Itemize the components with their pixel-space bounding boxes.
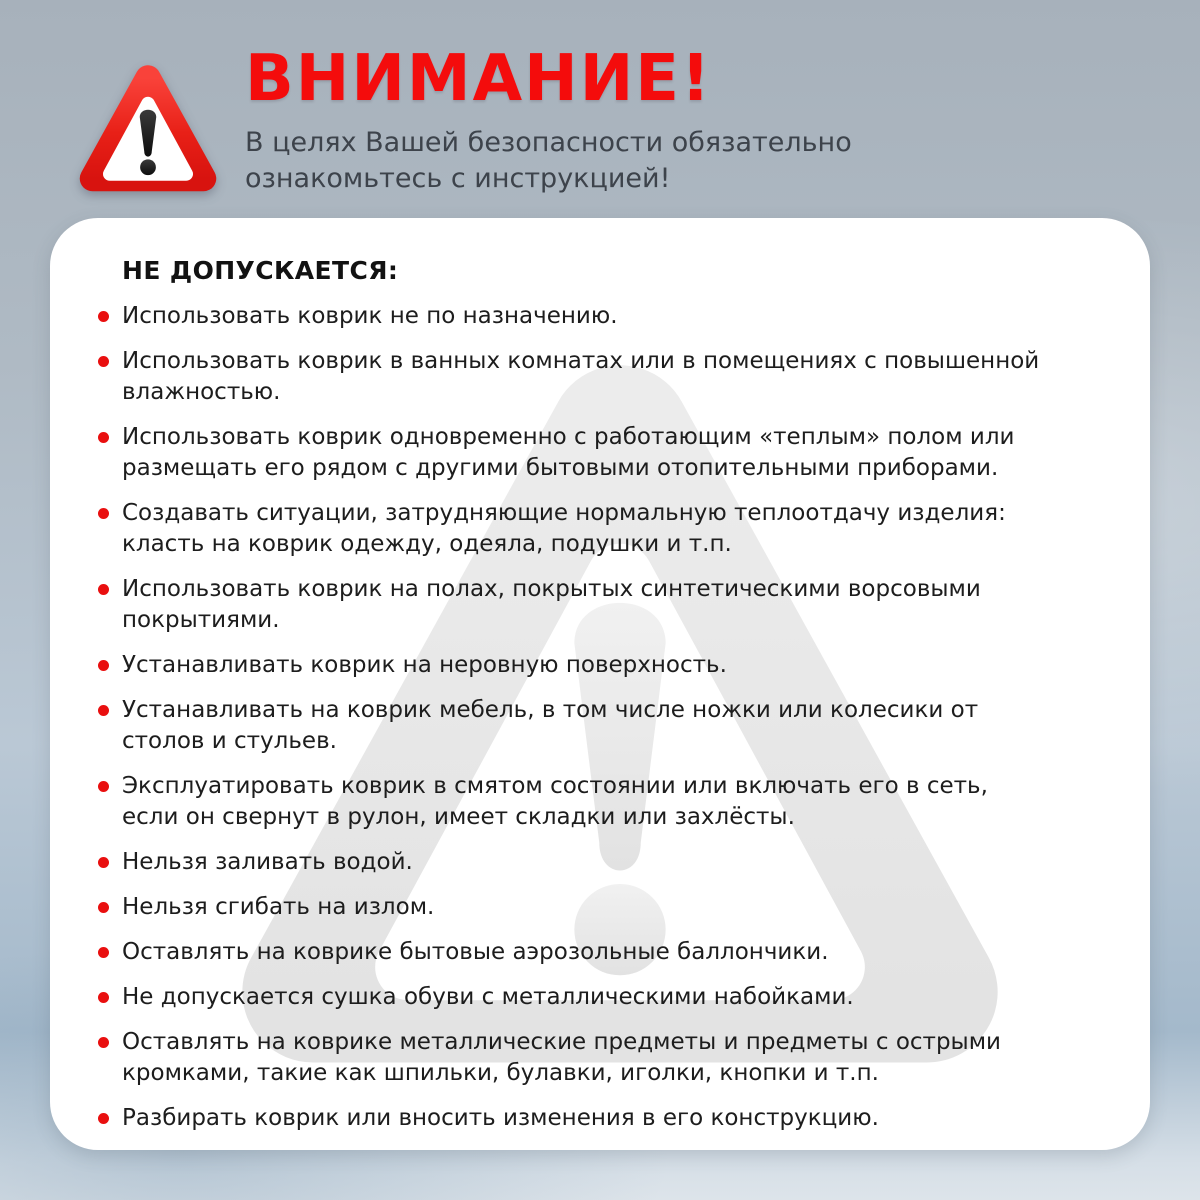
list-item-text: Разбирать коврик или вносить изменения в его конструкцию. [122, 1105, 879, 1131]
red-dot-bullet-icon [98, 508, 109, 519]
warning-triangle-icon [72, 54, 224, 204]
red-dot-bullet-icon [98, 902, 109, 913]
list-item [122, 498, 1047, 560]
red-dot-bullet-icon [98, 584, 109, 595]
list-item [122, 346, 1047, 408]
list-item [122, 937, 1047, 968]
list-item [122, 982, 1047, 1013]
list-item-text: Использовать коврик одновременно с работающим «теплым» полом или размещать его рядом с другими бытовыми отопительными приборами. [122, 424, 1015, 481]
red-dot-bullet-icon [98, 705, 109, 716]
list-item-text: Использовать коврик на полах, покрытых синтетическими ворсовыми покрытиями. [122, 576, 981, 633]
card-content [50, 218, 1150, 1134]
list-item-text: Эксплуатировать коврик в смятом состоянии или включать его в сеть, если он свернут в рулон, имеет складки или захлёсты. [122, 773, 988, 830]
list-item [122, 574, 1047, 636]
list-item-text: Устанавливать на коврик мебель, в том числе ножки или колесики от столов и стульев. [122, 697, 979, 754]
red-dot-bullet-icon [98, 857, 109, 868]
list-item-text: Создавать ситуации, затрудняющие нормальную теплоотдачу изделия: класть на коврик одежду, одеяла, подушки и т.п. [122, 500, 1006, 557]
list-item [122, 1103, 1047, 1134]
list-item [122, 422, 1047, 484]
header [0, 0, 1200, 218]
list-item-text: Не допускается сушка обуви с металлическими набойками. [122, 984, 854, 1010]
red-dot-bullet-icon [98, 992, 109, 1003]
list-item [122, 771, 1047, 833]
page-title: ВНИМАНИЕ! [245, 42, 713, 116]
list-heading: НЕ ДОПУСКАЕТСЯ: [122, 256, 399, 285]
list-item-text: Нельзя заливать водой. [122, 849, 413, 875]
list-item-text: Нельзя сгибать на излом. [122, 894, 435, 920]
list-item [122, 1027, 1047, 1089]
red-dot-bullet-icon [98, 781, 109, 792]
red-dot-bullet-icon [98, 311, 109, 322]
list-item-text: Оставлять на коврике бытовые аэрозольные баллончики. [122, 939, 829, 965]
list-item [122, 301, 1047, 332]
list-item-text: Оставлять на коврике металлические предметы и предметы с острыми кромками, такие как шпильки, булавки, иголки, кнопки и т.п. [122, 1029, 1001, 1086]
restrictions-list [122, 301, 1092, 1134]
header-text [245, 42, 1165, 197]
page-subtitle: В целях Вашей безопасности обязательно ознакомьтесь с инструкцией! [245, 127, 852, 195]
list-item-text: Использовать коврик в ванных комнатах или в помещениях с повышенной влажностью. [122, 348, 1040, 405]
red-dot-bullet-icon [98, 432, 109, 443]
red-dot-bullet-icon [98, 1037, 109, 1048]
list-item [122, 695, 1047, 757]
list-item [122, 650, 1047, 681]
red-dot-bullet-icon [98, 660, 109, 671]
list-item [122, 847, 1047, 878]
list-item-text: Использовать коврик не по назначению. [122, 303, 618, 329]
red-dot-bullet-icon [98, 1113, 109, 1124]
instructions-card [50, 218, 1150, 1150]
list-item-text: Устанавливать коврик на неровную поверхность. [122, 652, 727, 678]
red-dot-bullet-icon [98, 947, 109, 958]
list-item [122, 892, 1047, 923]
red-dot-bullet-icon [98, 356, 109, 367]
